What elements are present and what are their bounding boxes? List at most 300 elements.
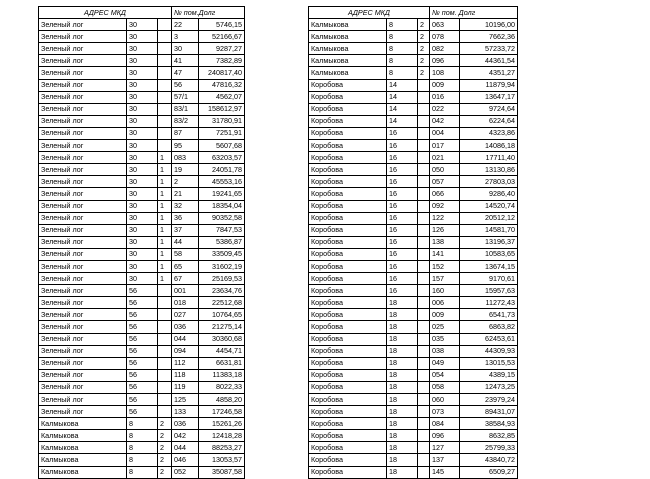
house-cell: 56: [127, 345, 158, 357]
house-cell: 8: [127, 430, 158, 442]
house-cell: 16: [387, 212, 418, 224]
debt-cell: 6509,27: [460, 466, 518, 478]
building-cell: [418, 381, 430, 393]
debt-cell: 6631,81: [199, 357, 245, 369]
table-row: [309, 31, 518, 43]
building-cell: [158, 127, 172, 139]
building-cell: [418, 164, 430, 176]
apartment-cell: 042: [172, 430, 199, 442]
street-cell: Зеленый лог: [39, 176, 127, 188]
building-cell: [158, 140, 172, 152]
building-cell: [418, 442, 430, 454]
house-cell: 16: [387, 127, 418, 139]
building-cell: [158, 115, 172, 127]
table-row: [309, 224, 518, 236]
street-cell: Калмыкова: [39, 418, 127, 430]
house-cell: 30: [127, 55, 158, 67]
apartment-cell: 027: [172, 309, 199, 321]
debt-cell: 4351,27: [460, 67, 518, 79]
building-cell: [418, 140, 430, 152]
apartment-cell: 025: [430, 321, 460, 333]
apartment-cell: 060: [430, 394, 460, 406]
apartment-cell: 096: [430, 55, 460, 67]
house-cell: 18: [387, 321, 418, 333]
debt-cell: 20512,12: [460, 212, 518, 224]
debt-cell: 15957,63: [460, 285, 518, 297]
table-row: [309, 321, 518, 333]
table-row: [39, 285, 245, 297]
table-row: [309, 309, 518, 321]
table-row: [39, 55, 245, 67]
debt-cell: 18354,04: [199, 200, 245, 212]
table-row: [309, 333, 518, 345]
building-cell: 2: [158, 418, 172, 430]
house-cell: 16: [387, 236, 418, 248]
building-cell: [418, 200, 430, 212]
building-cell: [158, 43, 172, 55]
apartment-cell: 052: [172, 466, 199, 478]
debt-cell: 10583,65: [460, 248, 518, 260]
building-cell: [158, 31, 172, 43]
debt-cell: 9724,64: [460, 103, 518, 115]
apartment-cell: 021: [430, 152, 460, 164]
building-cell: 2: [418, 31, 430, 43]
street-cell: Коробова: [309, 212, 387, 224]
apartment-cell: 67: [172, 273, 199, 285]
apartment-cell: 47: [172, 67, 199, 79]
building-cell: [158, 19, 172, 31]
street-cell: Зеленый лог: [39, 224, 127, 236]
house-cell: 30: [127, 164, 158, 176]
house-cell: 56: [127, 357, 158, 369]
table-row: [39, 394, 245, 406]
debt-cell: 89431,07: [460, 406, 518, 418]
building-cell: 1: [158, 248, 172, 260]
debt-cell: 44309,93: [460, 345, 518, 357]
table-row: [309, 369, 518, 381]
building-cell: [418, 248, 430, 260]
house-cell: 18: [387, 309, 418, 321]
street-cell: Зеленый лог: [39, 381, 127, 393]
house-cell: 30: [127, 31, 158, 43]
table-row: [309, 140, 518, 152]
apartment-cell: 44: [172, 236, 199, 248]
building-cell: 1: [158, 200, 172, 212]
street-cell: Коробова: [309, 442, 387, 454]
house-cell: 56: [127, 369, 158, 381]
debt-cell: 44361,54: [460, 55, 518, 67]
table-row: [39, 309, 245, 321]
table-row: [309, 260, 518, 272]
building-cell: [418, 79, 430, 91]
apartment-cell: 094: [172, 345, 199, 357]
table-row: [39, 164, 245, 176]
apartment-cell: 83/2: [172, 115, 199, 127]
debt-cell: 31602,19: [199, 260, 245, 272]
street-cell: Коробова: [309, 297, 387, 309]
house-cell: 18: [387, 369, 418, 381]
apartment-cell: 83/1: [172, 103, 199, 115]
debt-cell: 25169,53: [199, 273, 245, 285]
street-cell: Зеленый лог: [39, 345, 127, 357]
house-cell: 56: [127, 394, 158, 406]
street-cell: Коробова: [309, 454, 387, 466]
house-cell: 56: [127, 297, 158, 309]
house-cell: 14: [387, 115, 418, 127]
house-cell: 16: [387, 200, 418, 212]
debt-cell: 17711,40: [460, 152, 518, 164]
table-row: [309, 212, 518, 224]
debt-cell: 13015,53: [460, 357, 518, 369]
house-cell: 18: [387, 381, 418, 393]
street-cell: Коробова: [309, 164, 387, 176]
debt-cell: 5386,87: [199, 236, 245, 248]
street-cell: Зеленый лог: [39, 200, 127, 212]
street-cell: Коробова: [309, 140, 387, 152]
table-row: [39, 212, 245, 224]
house-cell: 16: [387, 248, 418, 260]
apartment-cell: 084: [430, 418, 460, 430]
debt-cell: 33509,45: [199, 248, 245, 260]
table-row: [309, 273, 518, 285]
table-row: [39, 406, 245, 418]
apartment-cell: 050: [430, 164, 460, 176]
building-cell: [418, 152, 430, 164]
street-cell: Коробова: [309, 369, 387, 381]
street-cell: Коробова: [309, 321, 387, 333]
table-row: [309, 430, 518, 442]
header-address: АДРЕС МКД: [309, 7, 430, 19]
street-cell: Зеленый лог: [39, 260, 127, 272]
building-cell: [158, 103, 172, 115]
debt-cell: 27803,03: [460, 176, 518, 188]
street-cell: Зеленый лог: [39, 67, 127, 79]
street-cell: Коробова: [309, 103, 387, 115]
table-row: [39, 79, 245, 91]
debt-cell: 38584,93: [460, 418, 518, 430]
house-cell: 30: [127, 260, 158, 272]
house-cell: 18: [387, 418, 418, 430]
house-cell: 14: [387, 103, 418, 115]
table-row: [39, 176, 245, 188]
building-cell: 1: [158, 260, 172, 272]
table-row: [309, 188, 518, 200]
table-row: [39, 369, 245, 381]
table-row: [309, 248, 518, 260]
apartment-cell: 066: [430, 188, 460, 200]
street-cell: Коробова: [309, 345, 387, 357]
table-row: [309, 43, 518, 55]
debt-cell: 88253,27: [199, 442, 245, 454]
building-cell: [158, 297, 172, 309]
house-cell: 14: [387, 79, 418, 91]
street-cell: Коробова: [309, 273, 387, 285]
table-row: [39, 466, 245, 478]
building-cell: 1: [158, 152, 172, 164]
table-row: [309, 236, 518, 248]
debt-cell: 63203,57: [199, 152, 245, 164]
street-cell: Калмыкова: [39, 442, 127, 454]
street-cell: Зеленый лог: [39, 406, 127, 418]
house-cell: 8: [387, 31, 418, 43]
debt-cell: 47816,32: [199, 79, 245, 91]
building-cell: [418, 103, 430, 115]
house-cell: 30: [127, 248, 158, 260]
building-cell: [418, 273, 430, 285]
table-row: [39, 321, 245, 333]
house-cell: 8: [387, 67, 418, 79]
debt-cell: 23634,76: [199, 285, 245, 297]
header-row: [309, 7, 518, 19]
street-cell: Коробова: [309, 236, 387, 248]
house-cell: 8: [127, 442, 158, 454]
table-row: [309, 115, 518, 127]
debt-cell: 11879,94: [460, 79, 518, 91]
house-cell: 30: [127, 103, 158, 115]
building-cell: [158, 394, 172, 406]
debt-cell: 9287,27: [199, 43, 245, 55]
street-cell: Зеленый лог: [39, 248, 127, 260]
house-cell: 16: [387, 152, 418, 164]
building-cell: [418, 357, 430, 369]
building-cell: 2: [418, 67, 430, 79]
debt-cell: 17246,58: [199, 406, 245, 418]
debt-cell: 6224,64: [460, 115, 518, 127]
apartment-cell: 009: [430, 79, 460, 91]
house-cell: 30: [127, 152, 158, 164]
apartment-cell: 096: [430, 430, 460, 442]
building-cell: [158, 345, 172, 357]
table-row: [39, 127, 245, 139]
street-cell: Коробова: [309, 248, 387, 260]
house-cell: 16: [387, 140, 418, 152]
table-row: [39, 381, 245, 393]
apartment-cell: 57/1: [172, 91, 199, 103]
apartment-cell: 30: [172, 43, 199, 55]
apartment-cell: 19: [172, 164, 199, 176]
street-cell: Зеленый лог: [39, 31, 127, 43]
debt-cell: 7382,89: [199, 55, 245, 67]
apartment-cell: 122: [430, 212, 460, 224]
street-cell: Зеленый лог: [39, 285, 127, 297]
debt-cell: 13674,15: [460, 260, 518, 272]
apartment-cell: 21: [172, 188, 199, 200]
apartment-cell: 160: [430, 285, 460, 297]
apartment-cell: 2: [172, 176, 199, 188]
building-cell: [158, 406, 172, 418]
building-cell: 1: [158, 164, 172, 176]
table-row: [39, 273, 245, 285]
house-cell: 18: [387, 345, 418, 357]
apartment-cell: 145: [430, 466, 460, 478]
table-row: [309, 418, 518, 430]
building-cell: 1: [158, 236, 172, 248]
building-cell: [418, 91, 430, 103]
building-cell: [158, 333, 172, 345]
building-cell: [158, 285, 172, 297]
house-cell: 56: [127, 309, 158, 321]
table-row: [309, 454, 518, 466]
street-cell: Коробова: [309, 381, 387, 393]
table-row: [309, 164, 518, 176]
building-cell: [418, 285, 430, 297]
building-cell: 2: [418, 19, 430, 31]
building-cell: [158, 309, 172, 321]
debt-cell: 22512,68: [199, 297, 245, 309]
house-cell: 30: [127, 188, 158, 200]
table-row: [309, 357, 518, 369]
debt-cell: 4323,86: [460, 127, 518, 139]
table-row: [309, 176, 518, 188]
debt-cell: 45553,16: [199, 176, 245, 188]
house-cell: 18: [387, 442, 418, 454]
apartment-cell: 083: [172, 152, 199, 164]
street-cell: Зеленый лог: [39, 115, 127, 127]
table-row: [309, 103, 518, 115]
building-cell: [418, 212, 430, 224]
street-cell: Зеленый лог: [39, 357, 127, 369]
debt-cell: 12473,25: [460, 381, 518, 393]
table-row: [39, 345, 245, 357]
building-cell: [418, 418, 430, 430]
street-cell: Калмыкова: [39, 466, 127, 478]
debt-cell: 240817,40: [199, 67, 245, 79]
building-cell: [158, 381, 172, 393]
table-row: [309, 200, 518, 212]
street-cell: Коробова: [309, 224, 387, 236]
apartment-cell: 127: [430, 442, 460, 454]
street-cell: Зеленый лог: [39, 55, 127, 67]
house-cell: 8: [127, 418, 158, 430]
house-cell: 8: [387, 43, 418, 55]
apartment-cell: 057: [430, 176, 460, 188]
street-cell: Зеленый лог: [39, 152, 127, 164]
street-cell: Коробова: [309, 430, 387, 442]
building-cell: [158, 91, 172, 103]
building-cell: 2: [418, 43, 430, 55]
debt-cell: 7662,36: [460, 31, 518, 43]
street-cell: Коробова: [309, 127, 387, 139]
street-cell: Калмыкова: [309, 43, 387, 55]
apartment-cell: 078: [430, 31, 460, 43]
table-row: [309, 394, 518, 406]
street-cell: Коробова: [309, 200, 387, 212]
debt-cell: 6863,82: [460, 321, 518, 333]
header-apt-debt: [430, 7, 518, 19]
street-cell: Зеленый лог: [39, 140, 127, 152]
building-cell: [158, 79, 172, 91]
table-row: [39, 200, 245, 212]
table-row: [39, 297, 245, 309]
apartment-cell: 038: [430, 345, 460, 357]
debt-cell: 30360,68: [199, 333, 245, 345]
street-cell: Зеленый лог: [39, 127, 127, 139]
building-cell: [418, 345, 430, 357]
street-cell: Коробова: [309, 418, 387, 430]
apartment-cell: 036: [172, 321, 199, 333]
debt-cell: 10196,00: [460, 19, 518, 31]
debt-cell: 6541,73: [460, 309, 518, 321]
street-cell: Коробова: [309, 176, 387, 188]
apartment-cell: 41: [172, 55, 199, 67]
apartment-cell: 152: [430, 260, 460, 272]
house-cell: 30: [127, 79, 158, 91]
building-cell: 1: [158, 273, 172, 285]
house-cell: 30: [127, 127, 158, 139]
debt-cell: 4389,15: [460, 369, 518, 381]
apartment-cell: 036: [172, 418, 199, 430]
debt-cell: 13647,17: [460, 91, 518, 103]
apartment-cell: 118: [172, 369, 199, 381]
debt-cell: 57233,72: [460, 43, 518, 55]
table-row: [309, 406, 518, 418]
building-cell: [418, 127, 430, 139]
apartment-cell: 108: [430, 67, 460, 79]
apartment-cell: 063: [430, 19, 460, 31]
table-row: [309, 67, 518, 79]
table-row: [39, 236, 245, 248]
debt-cell: 4858,20: [199, 394, 245, 406]
apartment-cell: 133: [172, 406, 199, 418]
table-row: [39, 248, 245, 260]
table-row: [39, 140, 245, 152]
apartment-cell: 22: [172, 19, 199, 31]
house-cell: 8: [387, 19, 418, 31]
table-row: [309, 91, 518, 103]
debt-cell: 21275,14: [199, 321, 245, 333]
table-row: [309, 55, 518, 67]
building-cell: 2: [158, 466, 172, 478]
apartment-cell: 58: [172, 248, 199, 260]
debt-cell: 14581,70: [460, 224, 518, 236]
building-cell: [158, 321, 172, 333]
table-row: [309, 381, 518, 393]
apartment-cell: 022: [430, 103, 460, 115]
house-cell: 8: [387, 55, 418, 67]
house-cell: 56: [127, 285, 158, 297]
table-row: [39, 260, 245, 272]
building-cell: [418, 394, 430, 406]
table-row: [39, 442, 245, 454]
debt-cell: 4454,71: [199, 345, 245, 357]
apartment-cell: 016: [430, 91, 460, 103]
building-cell: [418, 309, 430, 321]
house-cell: 18: [387, 466, 418, 478]
building-cell: [418, 369, 430, 381]
street-cell: Зеленый лог: [39, 321, 127, 333]
house-cell: 18: [387, 430, 418, 442]
house-cell: 30: [127, 224, 158, 236]
apartment-cell: 56: [172, 79, 199, 91]
street-cell: Калмыкова: [309, 19, 387, 31]
debt-cell: 13053,57: [199, 454, 245, 466]
house-cell: 18: [387, 297, 418, 309]
debt-cell: 19241,65: [199, 188, 245, 200]
house-cell: 56: [127, 381, 158, 393]
apartment-cell: 009: [430, 309, 460, 321]
building-cell: [418, 297, 430, 309]
table-row: [39, 224, 245, 236]
house-cell: 56: [127, 333, 158, 345]
street-cell: Коробова: [309, 188, 387, 200]
table-row: [309, 297, 518, 309]
street-cell: Калмыкова: [39, 430, 127, 442]
apartment-cell: 046: [172, 454, 199, 466]
apartment-cell: 119: [172, 381, 199, 393]
debt-cell: 11272,43: [460, 297, 518, 309]
building-cell: [158, 369, 172, 381]
debt-cell: 14086,18: [460, 140, 518, 152]
